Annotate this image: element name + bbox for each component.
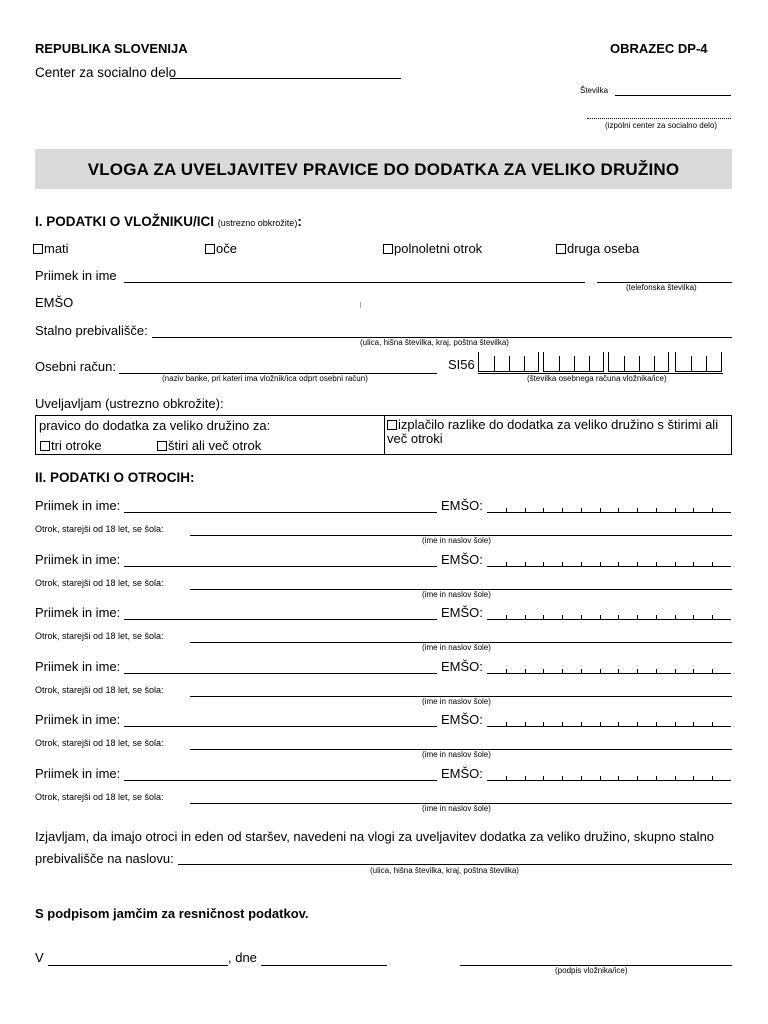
residence-note: (ulica, hišna številka, kraj, poštna številka)	[360, 338, 509, 347]
center-field[interactable]	[170, 78, 401, 79]
child-emso-field[interactable]	[487, 726, 731, 727]
child-school-label: Otrok, starejši od 18 let, se šola:	[35, 792, 164, 802]
child-emso-label: EMŠO:	[441, 552, 483, 567]
child-name-label: Priimek in ime:	[35, 498, 121, 513]
section1-heading	[35, 214, 302, 229]
applicant-emso-label: EMŠO	[35, 295, 74, 310]
republic-label: REPUBLIKA SLOVENIJA	[35, 41, 188, 56]
child-name-field[interactable]	[124, 726, 437, 727]
child-school-note: (ime in naslov šole)	[422, 804, 491, 813]
date-field[interactable]	[261, 965, 387, 966]
option-druga-oseba-label: druga oseba	[567, 241, 640, 256]
child-emso-field[interactable]	[487, 619, 731, 620]
iban-digits-group-3[interactable]	[608, 352, 669, 372]
child-school-label: Otrok, starejši od 18 let, se šola:	[35, 524, 164, 534]
claim-option-three-label: tri otroke	[51, 438, 102, 453]
child-school-label: Otrok, starejši od 18 let, se šola:	[35, 685, 164, 695]
number-label: Številka	[580, 86, 609, 95]
child-name-field[interactable]	[124, 566, 437, 567]
claim-table	[35, 415, 732, 455]
applicant-surname-field[interactable]	[124, 282, 585, 283]
number-note: (izpolni center za socialno delo)	[605, 121, 718, 130]
child-name-label: Priimek in ime:	[35, 712, 121, 727]
child-name-field[interactable]	[124, 673, 437, 674]
claim-option-difference-label: izplačilo razlike do dodatka za veliko družino s štirimi ali več otroki	[387, 417, 719, 446]
iban-digits-group-4[interactable]	[675, 352, 722, 372]
claim-table-divider	[384, 416, 385, 454]
claim-option-four-plus[interactable]	[157, 438, 261, 453]
option-polnoletni-otrok[interactable]	[383, 241, 482, 256]
child-emso-field[interactable]	[487, 566, 731, 567]
residence-label: Stalno prebivališče:	[35, 323, 148, 338]
iban-digits-group-1[interactable]	[478, 352, 539, 372]
checkbox-icon[interactable]	[157, 441, 167, 451]
checkbox-icon[interactable]	[387, 420, 397, 430]
child-name-label: Priimek in ime:	[35, 659, 121, 674]
option-oce[interactable]	[205, 241, 237, 256]
date-label: , dne	[228, 950, 257, 965]
checkbox-icon[interactable]	[556, 244, 566, 254]
place-field[interactable]	[48, 965, 228, 966]
center-label: Center za socialno delo	[35, 65, 177, 80]
iban-digits-group-2[interactable]	[543, 352, 604, 372]
child-emso-label: EMŠO:	[441, 659, 483, 674]
claim-option-four-plus-label: štiri ali več otrok	[168, 438, 262, 453]
section1-heading-text: I. PODATKI O VLOŽNIKU/ICI	[35, 214, 215, 229]
child-name-label: Priimek in ime:	[35, 605, 121, 620]
option-druga-oseba[interactable]	[556, 241, 639, 256]
declaration-address-field[interactable]	[178, 864, 732, 865]
option-polnoletni-otrok-label: polnoletni otrok	[394, 241, 483, 256]
form-code: OBRAZEC DP-4	[610, 41, 708, 56]
declaration-line1: Izjavljam, da imajo otroci in eden od staršev, navedeni na vlogi za uveljavitev dodatka za veliko družino, skupno stalno	[35, 829, 715, 844]
child-school-note: (ime in naslov šole)	[422, 643, 491, 652]
child-school-note: (ime in naslov šole)	[422, 536, 491, 545]
child-school-label: Otrok, starejši od 18 let, se šola:	[35, 738, 164, 748]
child-school-note: (ime in naslov šole)	[422, 697, 491, 706]
account-label: Osebni račun:	[35, 359, 116, 374]
iban-prefix: SI56	[448, 357, 475, 372]
checkbox-icon[interactable]	[383, 244, 393, 254]
place-label: V	[35, 950, 44, 965]
emso-field-marker[interactable]	[360, 302, 362, 308]
child-school-note: (ime in naslov šole)	[422, 590, 491, 599]
number-field[interactable]	[615, 95, 731, 96]
child-emso-label: EMŠO:	[441, 766, 483, 781]
child-school-label: Otrok, starejši od 18 let, se šola:	[35, 578, 164, 588]
child-name-field[interactable]	[124, 619, 437, 620]
section1-heading-colon: :	[297, 214, 302, 229]
child-school-label: Otrok, starejši od 18 let, se šola:	[35, 631, 164, 641]
child-emso-label: EMŠO:	[441, 498, 483, 513]
child-name-label: Priimek in ime:	[35, 766, 121, 781]
claim-label: Uveljavljam (ustrezno obkrožite):	[35, 396, 224, 411]
guarantee-text: S podpisom jamčim za resničnost podatkov.	[35, 906, 309, 921]
child-emso-field[interactable]	[487, 673, 731, 674]
option-oce-label: oče	[216, 241, 237, 256]
phone-note: (telefonska številka)	[626, 283, 697, 292]
child-emso-field[interactable]	[487, 512, 731, 513]
child-emso-label: EMŠO:	[441, 712, 483, 727]
bank-note: (naziv banke, pri kateri ima vložnik/ica odprt osebni račun)	[162, 374, 368, 383]
title-banner	[35, 149, 732, 189]
option-mati[interactable]	[33, 241, 69, 256]
declaration-line2: prebivališče na naslovu:	[35, 851, 174, 866]
child-name-field[interactable]	[124, 512, 437, 513]
claim-option-three[interactable]	[40, 438, 102, 453]
child-name-label: Priimek in ime:	[35, 552, 121, 567]
child-school-note: (ime in naslov šole)	[422, 750, 491, 759]
applicant-surname-label: Priimek in ime	[35, 268, 117, 283]
option-mati-label: mati	[44, 241, 69, 256]
child-emso-field[interactable]	[487, 780, 731, 781]
claim-left-title: pravico do dodatka za veliko družino za:	[39, 418, 271, 433]
declaration-address-note: (ulica, hišna številka, kraj, poštna številka)	[370, 866, 519, 875]
checkbox-icon[interactable]	[40, 441, 50, 451]
section1-heading-note: (ustrezno obkrožite)	[217, 218, 298, 228]
checkbox-icon[interactable]	[33, 244, 43, 254]
child-emso-label: EMŠO:	[441, 605, 483, 620]
account-note: (številka osebnega računa vložnika/ice)	[527, 374, 667, 383]
signature-note: (podpis vložnika/ice)	[555, 966, 628, 975]
child-name-field[interactable]	[124, 780, 437, 781]
section2-heading: II. PODATKI O OTROCIH:	[35, 470, 195, 485]
number-dotted-line	[587, 118, 731, 119]
claim-option-difference[interactable]	[387, 418, 727, 446]
checkbox-icon[interactable]	[205, 244, 215, 254]
page-title: VLOGA ZA UVELJAVITEV PRAVICE DO DODATKA ZA VELIKO DRUŽINO	[87, 160, 680, 179]
